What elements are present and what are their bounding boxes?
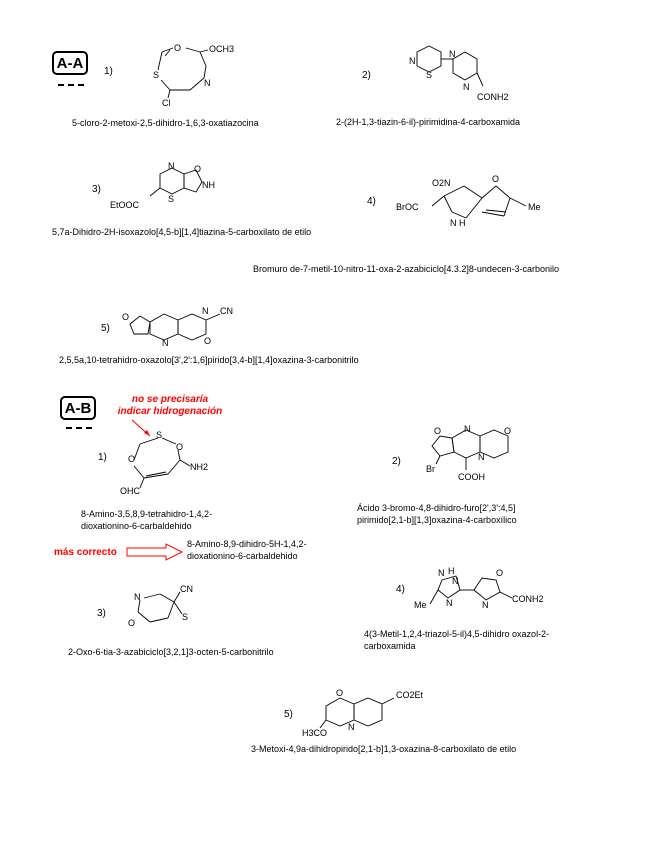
atom-label: N (438, 568, 445, 578)
atom-label: CONH2 (512, 594, 544, 604)
name-line: carboxamida (364, 641, 416, 651)
atom-label: N (446, 598, 453, 608)
atom-label: N (162, 338, 169, 348)
atom-label: Me (414, 600, 427, 610)
atom-label: O (122, 312, 130, 322)
atom-label: Me (528, 202, 541, 212)
atom-label: N (463, 82, 470, 92)
compound-name: 2,5,5a,10-tetrahidro-oxazolo[3',2':1,6]pirido[3,4-b][1,4]oxazina-3-carbonitrilo (59, 355, 359, 365)
atom-label: S (426, 70, 433, 80)
compound-name (364, 628, 549, 652)
atom-label: S (153, 70, 160, 80)
section-underline (58, 84, 84, 86)
atom-label: S (168, 194, 175, 204)
atom-label: O (128, 454, 136, 464)
atom-label: CO2Et (396, 690, 424, 700)
atom-label: Cl (162, 98, 171, 108)
annotation-line: indicar hidrogenación (117, 406, 223, 417)
atom-label: O (174, 43, 182, 53)
compound-name: 2-(2H-1,3-tiazin-6-il)-pirimidina-4-carboxamida (336, 117, 521, 127)
structure-azabicycloundecene (392, 168, 552, 240)
name-line: dioxationino-6-carbaldehido (187, 551, 298, 561)
structure-thiaazabicyclooctene (120, 580, 210, 640)
structure-isoxazolothiazine (110, 160, 240, 230)
item-number: 2) (362, 70, 371, 81)
compound-name: 3-Metoxi-4,9a-dihidropirido[2,1-b]1,3-oxazina-8-carboxilato de etilo (251, 744, 517, 754)
item-number: 4) (396, 584, 405, 595)
atom-label: N (464, 424, 471, 434)
item-number: 1) (98, 452, 107, 463)
atom-label: S (156, 430, 163, 440)
atom-label: N (168, 161, 175, 171)
name-line: 4(3-Metil-1,2,4-triazol-5-il)4,5-dihidro oxazol-2- (364, 629, 550, 639)
compound-name: 5,7a-Dihidro-2H-isoxazolo[4,5-b][1,4]tiazina-5-carboxilato de etilo (52, 227, 312, 237)
compound-name-better (187, 538, 307, 562)
atom-label: O (176, 442, 184, 452)
item-number: 3) (97, 608, 106, 619)
name-line: 8-Amino-3,5,8,9-tetrahidro-1,4,2- (81, 509, 213, 519)
structure-oxazolopyridooxazine (120, 300, 260, 350)
structure-pyridooxazine (298, 684, 458, 744)
annotation-more-correct: más correcto (54, 547, 117, 558)
item-number: 1) (104, 66, 113, 77)
section-underline (66, 427, 92, 429)
atom-label: H (448, 566, 455, 576)
annotation-line: no se precisaría (131, 394, 209, 405)
atom-label: S (182, 612, 189, 622)
atom-label: N (482, 600, 489, 610)
atom-label: BrOC (396, 202, 419, 212)
atom-label: N (204, 78, 211, 88)
name-line: 8-Amino-8,9-dihidro-5H-1,4,2- (187, 539, 307, 549)
structure-triazolyl-oxazoline (412, 562, 562, 622)
section-label-ab: A-B (60, 396, 96, 420)
atom-label: O (204, 336, 212, 346)
atom-label: OHC (120, 486, 140, 496)
atom-label: O (336, 688, 344, 698)
name-line: dioxationino-6-carbaldehido (81, 521, 192, 531)
annotation-hollow-arrow (126, 543, 186, 561)
atom-label: CN (220, 306, 233, 316)
compound-name (81, 508, 212, 532)
atom-label: NH (202, 180, 215, 190)
compound-name (357, 502, 517, 526)
item-number: 3) (92, 184, 101, 195)
atom-label: N H (450, 218, 466, 228)
atom-label: O (194, 164, 202, 174)
name-line: Ácido 3-bromo-4,8-dihidro-furo[2',3':4,5] (357, 503, 516, 513)
atom-label: O (492, 174, 500, 184)
compound-name: 2-Oxo-6-tia-3-azabiciclo[3,2,1]3-octen-5-carbonitrilo (68, 647, 274, 657)
item-number: 2) (392, 456, 401, 467)
atom-label: N (452, 576, 459, 586)
atom-label: N (202, 306, 209, 316)
structure-thiazinyl-pyrimidine (395, 38, 535, 108)
structure-oxathiazocine (140, 40, 250, 110)
atom-label: OCH3 (209, 44, 235, 54)
structure-furopyrimidooxazine (420, 420, 570, 490)
atom-label: O (434, 426, 442, 436)
atom-label: O (128, 618, 136, 628)
section-label-aa: A-A (52, 51, 88, 75)
atom-label: O (496, 568, 504, 578)
atom-label: CONH2 (477, 92, 509, 102)
atom-label: H3CO (302, 728, 328, 738)
item-number: 5) (101, 323, 110, 334)
atom-label: N (134, 592, 141, 602)
item-number: 5) (284, 709, 293, 720)
atom-label: Br (426, 464, 435, 474)
atom-label: N (409, 56, 416, 66)
annotation-no-hydrogenation (100, 394, 240, 418)
atom-label: N (449, 49, 456, 59)
item-number: 4) (367, 196, 376, 207)
atom-label: EtOOC (110, 200, 140, 210)
compound-name: Bromuro de-7-metil-10-nitro-11-oxa-2-azabiciclo[4.3.2]8-undecen-3-carbonilo (253, 264, 559, 274)
structure-dioxathionine (110, 430, 230, 500)
atom-label: COOH (458, 472, 485, 482)
atom-label: O (504, 426, 512, 436)
atom-label: N (348, 722, 355, 732)
name-line: pirimido[2,1-b][1,3]oxazina-4-carboxílico (357, 515, 517, 525)
atom-label: CN (180, 584, 193, 594)
atom-label: O2N (432, 178, 451, 188)
atom-label: N (478, 452, 485, 462)
compound-name: 5-cloro-2-metoxi-2,5-dihidro-1,6,3-oxatiazocina (72, 118, 259, 128)
atom-label: NH2 (190, 462, 209, 472)
